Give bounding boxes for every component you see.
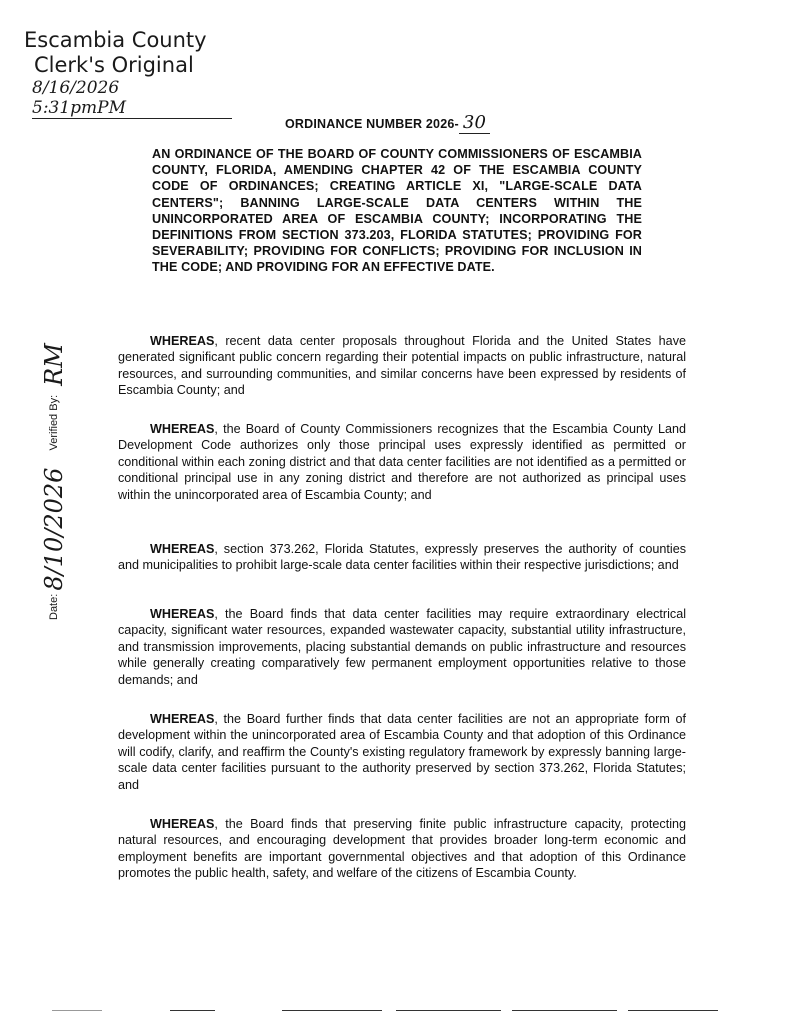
paragraph-text: , the Board of County Commissioners recognizes that the Escambia County Land Development Code authorizes only those principal uses expressly identified as permitted or conditional within each zoning district and that data center facilities are not identified as a permitted or conditional principal use in any zoning district and therefore are not authorized as principal uses within the unincorporated area of Escambia County; and — [118, 422, 686, 502]
footer-rule — [282, 1010, 382, 1011]
title-number: 30 — [459, 112, 490, 134]
verifier-signature: RM — [40, 343, 68, 386]
whereas-lead: WHEREAS — [150, 712, 215, 726]
whereas-paragraph — [118, 421, 686, 503]
stamp-county: Escambia County — [24, 28, 207, 52]
stamp-handwritten-date: 8/16/2026 5:31pmPM — [32, 78, 232, 119]
footer-rule — [170, 1010, 215, 1011]
footer-rule — [396, 1010, 501, 1011]
whereas-paragraph — [118, 711, 686, 793]
paragraph-text: , recent data center proposals throughout Florida and the United States have generated significant public concern regarding their potential impacts on public infrastructure, natural resources, and surrounding communities, and similar concerns have been expressed by residents of Escambia County; and — [118, 334, 686, 398]
footer-rule — [52, 1010, 102, 1011]
paragraph-text: , the Board finds that data center facilities may require extraordinary electrical capacity, significant water resources, expanded wastewater capacity, substantial utility infrastructure, and transmission improvements, placing substantial demands on public infrastructure and resources while generally creating comparatively few permanent employment opportunities relative to those demands; and — [118, 607, 686, 687]
ordinance-title — [285, 112, 490, 133]
whereas-lead: WHEREAS — [150, 542, 215, 556]
ordinance-caption: AN ORDINANCE OF THE BOARD OF COUNTY COMMISSIONERS OF ESCAMBIA COUNTY, FLORIDA, AMENDING CHAPTER 42 OF THE ESCAMBIA COUNTY CODE OF ORDINANCES; CREATING ARTICLE XI, "LARGE-SCALE DATA CENTERS"; BANNING LARGE-SCALE DATA CENTERS WITHIN THE UNINCORPORATED AREA OF ESCAMBIA COUNTY; INCORPORATING THE DEFINITIONS FROM SECTION 373.203, FLORIDA STATUTES; PROVIDING FOR SEVERABILITY; PROVIDING FOR CONFLICTS; PROVIDING FOR INCLUSION IN THE CODE; AND PROVIDING FOR AN EFFECTIVE DATE. — [152, 147, 642, 275]
paragraph-text: , section 373.262, Florida Statutes, expressly preserves the authority of counties and municipalities to prohibit large-scale data center facilities within their respective jurisdictions; and — [118, 542, 686, 573]
whereas-paragraph — [118, 541, 686, 574]
paragraph-text: , the Board finds that preserving finite public infrastructure capacity, protecting natural resources, and encouraging development that provides broader long-term economic and employment benefits are important governmental objectives and that adoption of this Ordinance promotes the public health, safety, and welfare of the citizens of Escambia County. — [118, 817, 686, 881]
title-prefix: ORDINANCE NUMBER 2026- — [285, 117, 459, 131]
whereas-paragraph — [118, 333, 686, 399]
date-label: Date: — [48, 593, 60, 620]
verification-annotation — [40, 343, 68, 620]
whereas-lead: WHEREAS — [150, 334, 215, 348]
clerk-stamp — [22, 28, 232, 119]
footer-rule — [628, 1010, 718, 1011]
paragraph-text: , the Board further finds that data center facilities are not an appropriate form of development within the unincorporated area of Escambia County and that adoption of this Ordinance will codify, clarify, and reaffirm the County's existing regulatory framework by expressly banning large-scale data center facilities pursuant to the authority preserved by section 373.262, Florida Statutes; and — [118, 712, 686, 792]
whereas-paragraph — [118, 816, 686, 882]
footer-rule — [512, 1010, 617, 1011]
whereas-lead: WHEREAS — [150, 607, 215, 621]
stamp-clerk-original: Clerk's Original — [34, 53, 194, 77]
footer-rules — [0, 1010, 791, 1014]
whereas-lead: WHEREAS — [150, 817, 215, 831]
verified-by-label: Verified By: — [48, 394, 60, 451]
whereas-paragraph — [118, 606, 686, 688]
whereas-lead: WHEREAS — [150, 422, 215, 436]
handwritten-date: 8/10/2026 — [40, 467, 68, 591]
